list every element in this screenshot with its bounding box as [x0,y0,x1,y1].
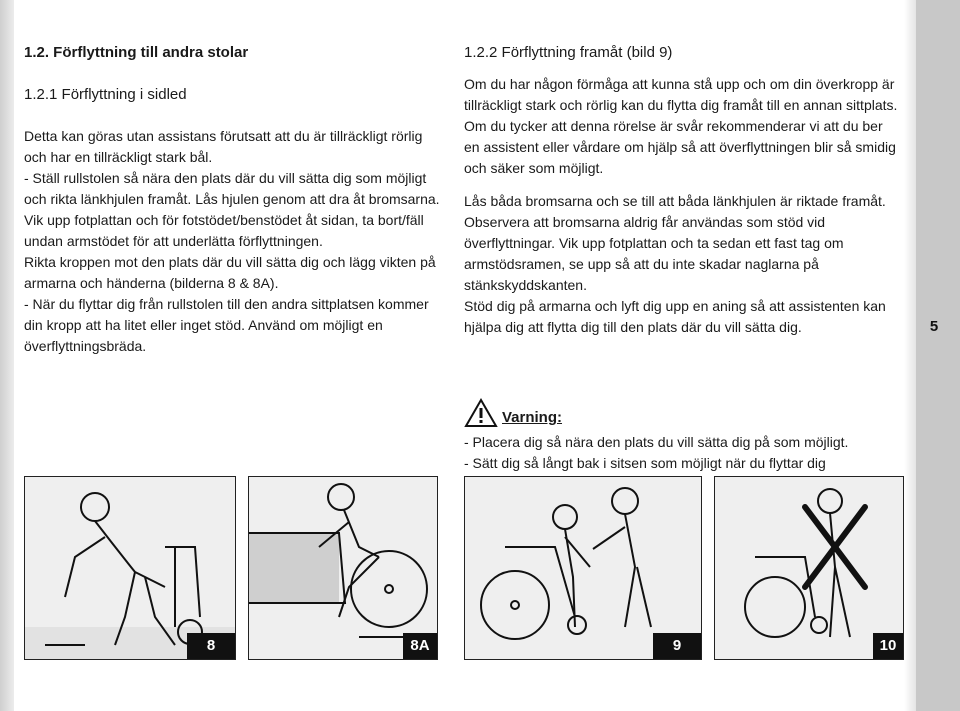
paragraph: Rikta kroppen mot den plats där du vill sätta dig och lägg vikten på armarna och händerna (bilderna 8 & 8A). [24,254,436,291]
warning-box [464,398,900,474]
figure-label: 8 [187,633,235,659]
figure-label: 10 [873,633,903,659]
paragraph: Om du har någon förmåga att kunna stå upp och om din överkropp är tillräckligt stark och rörlig kan du flytta dig framåt till en annan sittplats. [464,76,898,113]
right-page-fold [904,0,916,711]
section-heading: 1.2. Förflyttning till andra stolar [24,44,249,61]
figure-8-panel [24,476,236,660]
paragraph: Vik upp fotplattan och för fotstödet/benstödet åt sidan, ta bort/fäll undan armstödet för att underlätta förflyttningen. [24,212,424,249]
figure-9-illustration [465,477,701,659]
figure-8a-illustration [249,477,437,659]
figure-10-panel [714,476,904,660]
warning-line: - Placera dig så nära den plats du vill sätta dig på som möjligt. [464,434,849,450]
figure-10-illustration [715,477,903,659]
subsection-heading: 1.2.2 Förflyttning framåt (bild 9) [464,44,673,61]
figure-9-panel [464,476,702,660]
paragraph: Observera att bromsarna aldrig får användas som stöd vid överflyttningar. Vik upp fotplattan och ta sedan ett fast tag om armstödsramen, se upp så att du inte skadar naglarna på stänkskyddskanten. [464,214,844,293]
warning-header [464,398,900,428]
figure-8a-panel [248,476,438,660]
figure-8-illustration [25,477,235,659]
paragraph: - Ställ rullstolen så nära den plats där du vill sätta dig som möjligt och rikta länkhjulen framåt. Lås hjulen genom att dra åt bromsarna. [24,170,440,207]
paragraph: - När du flyttar dig från rullstolen till den andra sittplatsen kommer din kropp att ha litet eller inget stöd. Använd om möjligt en överflyttningsbräda. [24,296,429,354]
warning-triangle-icon [464,398,498,428]
page-number: 5 [929,318,939,335]
paragraph: Stöd dig på armarna och lyft dig upp en aning så att assistenten kan hjälpa dig att flytta dig till den plats där du vill sätta dig. [464,298,886,335]
left-page-edge [0,0,14,711]
spacer [464,179,900,191]
figure-label: 9 [653,633,701,659]
paragraph: Detta kan göras utan assistans förutsatt att du är tillräckligt rörlig och har en tillräckligt stark bål. [24,128,423,165]
right-column [464,42,900,338]
figure-label: 8A [403,633,437,659]
paragraph: Om du tycker att denna rörelse är svår rekommenderar vi att du ber en assistent eller vårdare om hjälp så att överflyttningen blir så smidig och säker som möjligt. [464,118,896,176]
left-column [24,42,444,357]
right-side-tab [916,0,960,711]
paragraph: Lås båda bromsarna och se till att båda länkhjulen är riktade framåt. [464,193,886,209]
warning-line: - Sätt dig så långt bak i sitsen som möjligt när du flyttar dig [464,455,826,471]
subsection-heading: 1.2.1 Förflyttning i sidled [24,86,187,103]
warning-title: Varning: [502,409,563,426]
